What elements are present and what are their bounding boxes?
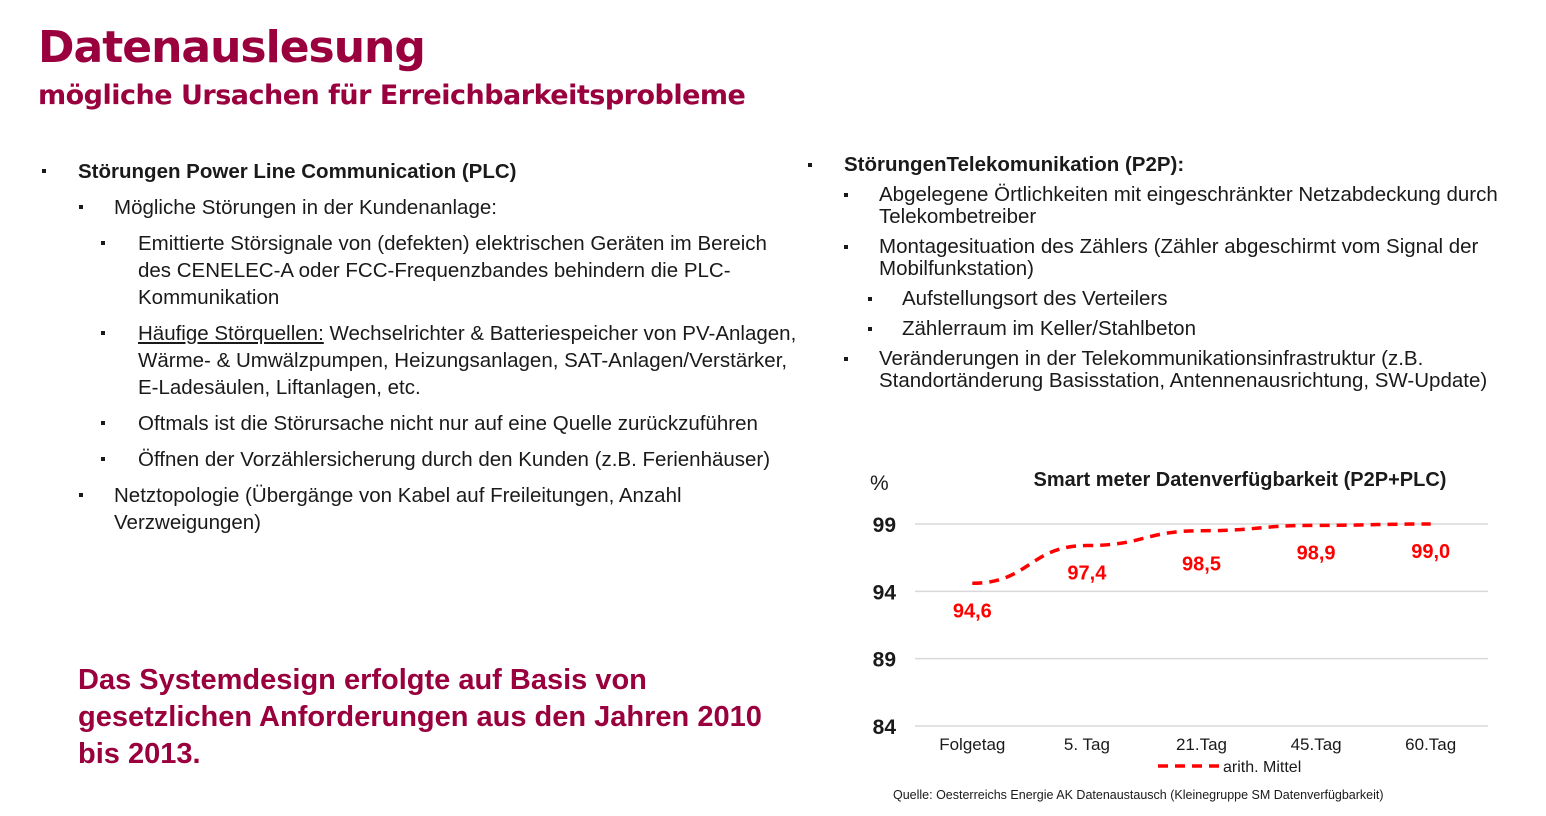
p2p-heading: StörungenTelekomunikation (P2P):	[804, 154, 1544, 176]
chart-title: Smart meter Datenverfügbarkeit (P2P+PLC)	[1033, 469, 1447, 491]
bullet-icon	[844, 357, 848, 361]
interference-sources-item: Häufige Störquellen: Wechselrichter & Batteriespeicher von PV-Anlagen, Wärme- & Umwälzpumpen, Heizungsanlagen, SAT-Anlagen/Verstärker, E-Ladesäulen, Liftanlagen, etc.	[38, 320, 798, 401]
distributor-location-item: Aufstellungsort des Verteilers	[804, 288, 1544, 310]
infrastructure-changes-item: Veränderungen in der Telekommunikationsinfrastruktur (z.B. Standortänderung Basisstation, Antennenausrichtung, SW-Update)	[804, 348, 1544, 392]
multiple-causes-item: Oftmals ist die Störursache nicht nur auf eine Quelle zurückzuführen	[38, 410, 798, 437]
meter-room-item: Zählerraum im Keller/Stahlbeton	[804, 318, 1544, 340]
x-tick-label: 60.Tag	[1405, 735, 1457, 754]
y-tick-label: 89	[872, 648, 896, 672]
y-tick-label: 99	[872, 514, 896, 537]
data-label: 98,9	[1296, 542, 1336, 565]
conclusion-text: Das Systemdesign erfolgte auf Basis von gesetzlichen Anforderungen aus den Jahren 2010 bis 2013.	[78, 664, 762, 770]
data-label: 97,4	[1067, 562, 1107, 585]
plc-section	[38, 158, 798, 536]
interference-sources-label: Häufige Störquellen:	[138, 322, 324, 345]
x-tick-label: 45.Tag	[1290, 735, 1342, 754]
data-label: 94,6	[952, 600, 992, 623]
bullet-icon	[101, 241, 105, 245]
source-note: Quelle: Oesterreichs Energie AK Datenaustausch (Kleinegruppe SM Datenverfügbarkeit)	[893, 788, 1384, 802]
x-tick-label: 5. Tag	[1063, 735, 1110, 754]
bullet-icon	[42, 169, 46, 173]
p2p-section	[804, 154, 1544, 392]
page-title: Datenauslesung	[38, 22, 425, 73]
bullet-icon	[844, 245, 848, 249]
bullet-icon	[844, 193, 848, 197]
bullet-icon	[868, 327, 872, 331]
customer-installation-item: Mögliche Störungen in der Kundenanlage:	[38, 194, 798, 221]
bullet-icon	[868, 297, 872, 301]
interference-signals-item: Emittierte Störsignale von (defekten) elektrischen Geräten im Bereich des CENELEC-A oder FCC-Frequenzbandes behindern die PLC-Kommunikation	[38, 230, 798, 311]
y-axis-unit: %	[870, 472, 889, 495]
data-label: 99,0	[1411, 541, 1451, 563]
x-tick-label: 21.Tag	[1175, 735, 1228, 754]
bullet-icon	[101, 457, 105, 461]
page-subtitle: mögliche Ursachen für Erreichbarkeitsprobleme	[38, 80, 746, 111]
bullet-icon	[79, 205, 83, 209]
bullet-icon	[808, 163, 812, 167]
plc-heading: Störungen Power Line Communication (PLC)	[38, 158, 798, 185]
x-tick-label: Folgetag	[939, 735, 1006, 754]
legend-label: arith. Mittel	[1223, 759, 1302, 776]
network-topology-item: Netztopologie (Übergänge von Kabel auf Freileitungen, Anzahl Verzweigungen)	[38, 482, 798, 536]
bullet-icon	[101, 331, 105, 335]
data-label: 98,5	[1182, 553, 1221, 576]
meter-mounting-item: Montagesituation des Zählers (Zähler abgeschirmt vom Signal der Mobilfunkstation)	[804, 236, 1544, 280]
y-tick-label: 94	[872, 581, 896, 605]
y-tick-label: 84	[872, 716, 896, 739]
bullet-icon	[101, 421, 105, 425]
availability-chart	[860, 462, 1520, 782]
bullet-icon	[79, 493, 83, 497]
remote-locations-item: Abgelegene Örtlichkeiten mit eingeschränkter Netzabdeckung durch Telekombetreiber	[804, 184, 1544, 228]
fuse-opening-item: Öffnen der Vorzählersicherung durch den Kunden (z.B. Ferienhäuser)	[38, 446, 798, 473]
